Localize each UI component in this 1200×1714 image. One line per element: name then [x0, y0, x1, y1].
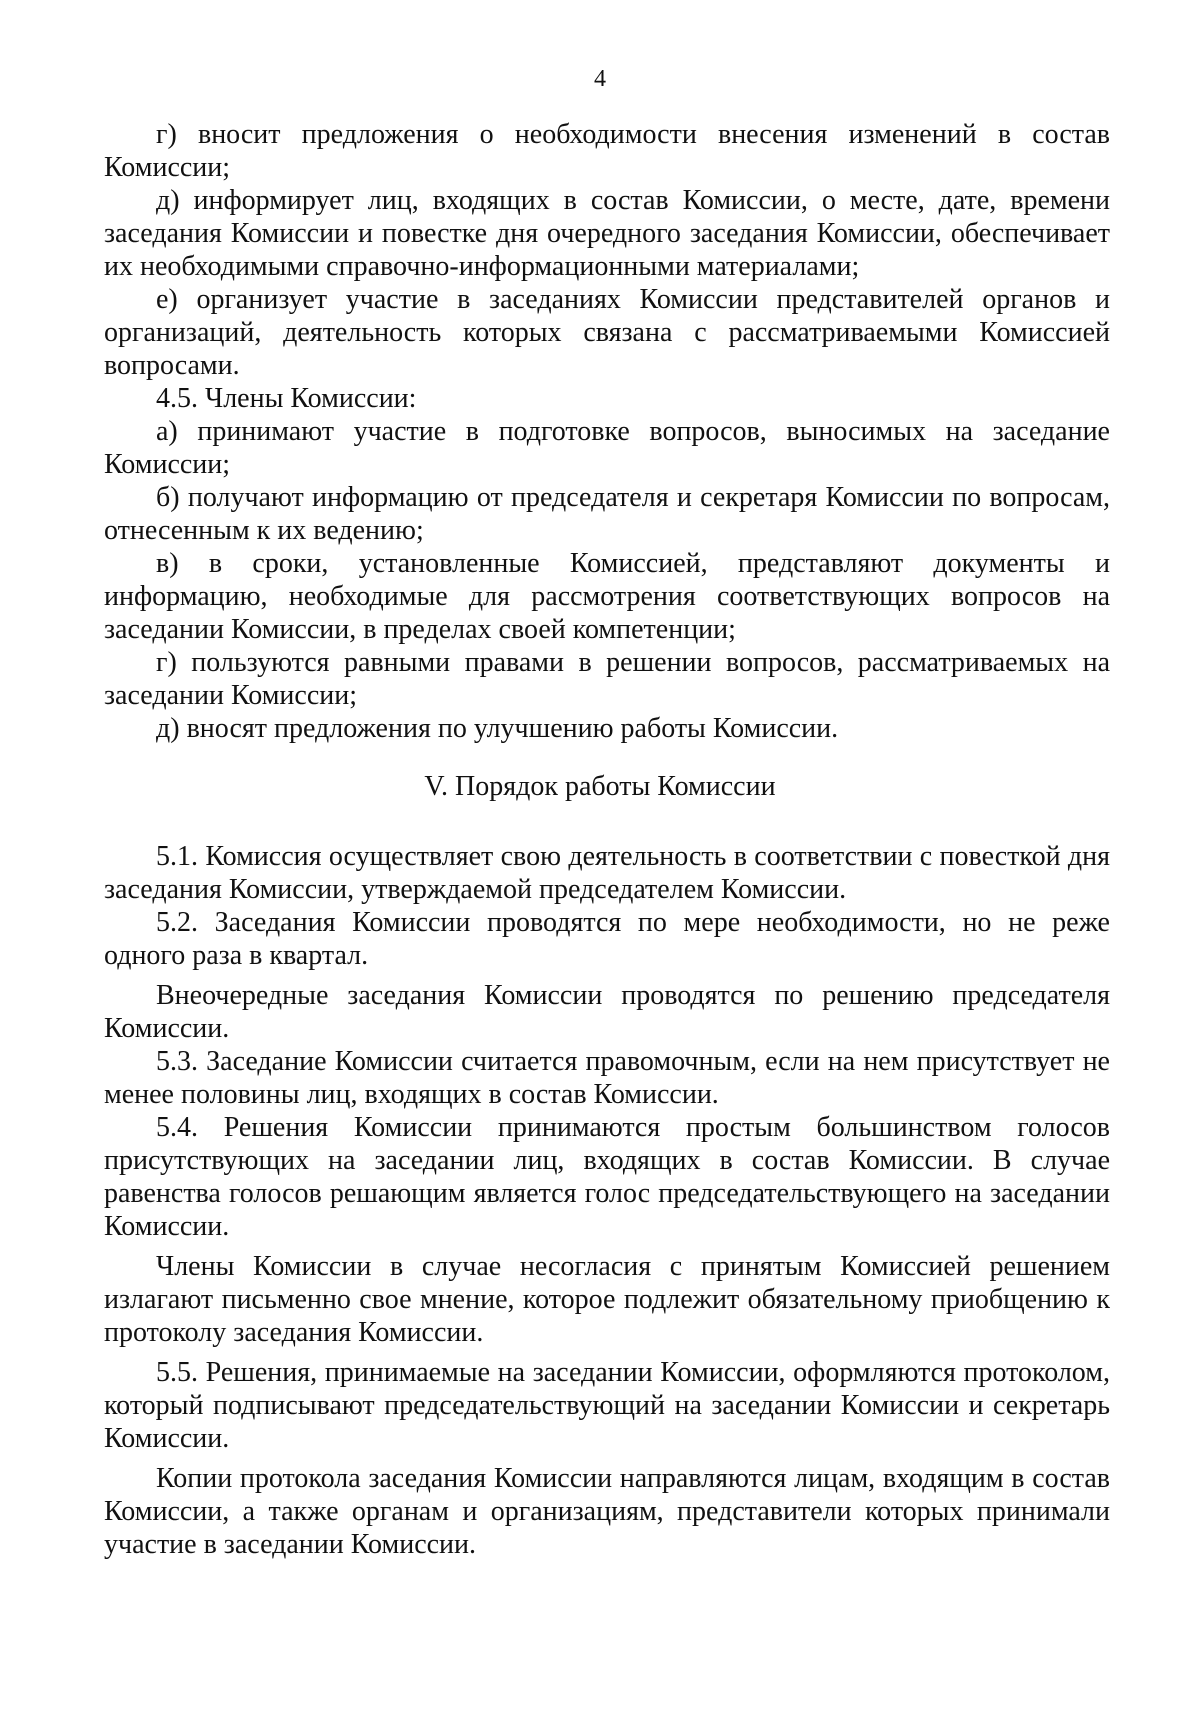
paragraph: Члены Комиссии в случае несогласия с принятым Комиссией решением излагают письменно свое мнение, которое подлежит обязательному приобщению к протоколу заседания Комиссии.: [104, 1251, 1110, 1348]
paragraph: 4.5. Члены Комиссии:: [156, 383, 417, 414]
bottom-text-block: [104, 840, 1110, 1561]
paragraph: 5.5. Решения, принимаемые на заседании Комиссии, оформляются протоколом, который подписывают председательствующий на заседании Комиссии и секретарь Комиссии.: [104, 1357, 1110, 1454]
paragraph: 5.2. Заседания Комиссии проводятся по мере необходимости, но не реже одного раза в квартал.: [104, 907, 1110, 971]
paragraph: 5.3. Заседание Комиссии считается правомочным, если на нем присутствует не менее половины лиц, входящих в состав Комиссии.: [104, 1046, 1110, 1110]
paragraph: г) вносит предложения о необходимости внесения изменений в состав Комиссии;: [104, 119, 1110, 183]
paragraph: 5.1. Комиссия осуществляет свою деятельность в соответствии с повесткой дня заседания Комиссии, утверждаемой председателем Комиссии.: [104, 841, 1110, 905]
paragraph: Внеочередные заседания Комиссии проводятся по решению председателя Комиссии.: [104, 980, 1110, 1044]
page-number: 4: [594, 66, 606, 92]
paragraph: д) информирует лиц, входящих в состав Комиссии, о месте, дате, времени заседания Комиссии и повестке дня очередного заседания Комиссии, обеспечивает их необходимыми справочно-информационными материалами;: [104, 185, 1110, 282]
paragraph: д) вносят предложения по улучшению работы Комиссии.: [156, 713, 839, 744]
top-text-block: [104, 118, 1110, 745]
paragraph: 5.4. Решения Комиссии принимаются простым большинством голосов присутствующих на заседании лиц, входящих в состав Комиссии. В случае равенства голосов решающим является голос председательствующего на заседании Комиссии.: [104, 1112, 1110, 1242]
paragraph: Копии протокола заседания Комиссии направляются лицам, входящим в состав Комиссии, а также органам и организациям, представители которых принимали участие в заседании Комиссии.: [104, 1463, 1110, 1560]
paragraph: е) организует участие в заседаниях Комиссии представителей органов и организаций, деятельность которых связана с рассматриваемыми Комиссией вопросами.: [104, 284, 1110, 381]
paragraph: б) получают информацию от председателя и секретаря Комиссии по вопросам, отнесенным к их ведению;: [104, 482, 1110, 546]
paragraph: в) в сроки, установленные Комиссией, представляют документы и информацию, необходимые для рассмотрения соответствующих вопросов на заседании Комиссии, в пределах своей компетенции;: [104, 548, 1110, 645]
section-heading: V. Порядок работы Комиссии: [424, 771, 776, 802]
paragraph: г) пользуются равными правами в решении вопросов, рассматриваемых на заседании Комиссии;: [104, 647, 1110, 711]
paragraph: а) принимают участие в подготовке вопросов, выносимых на заседание Комиссии;: [104, 416, 1110, 480]
